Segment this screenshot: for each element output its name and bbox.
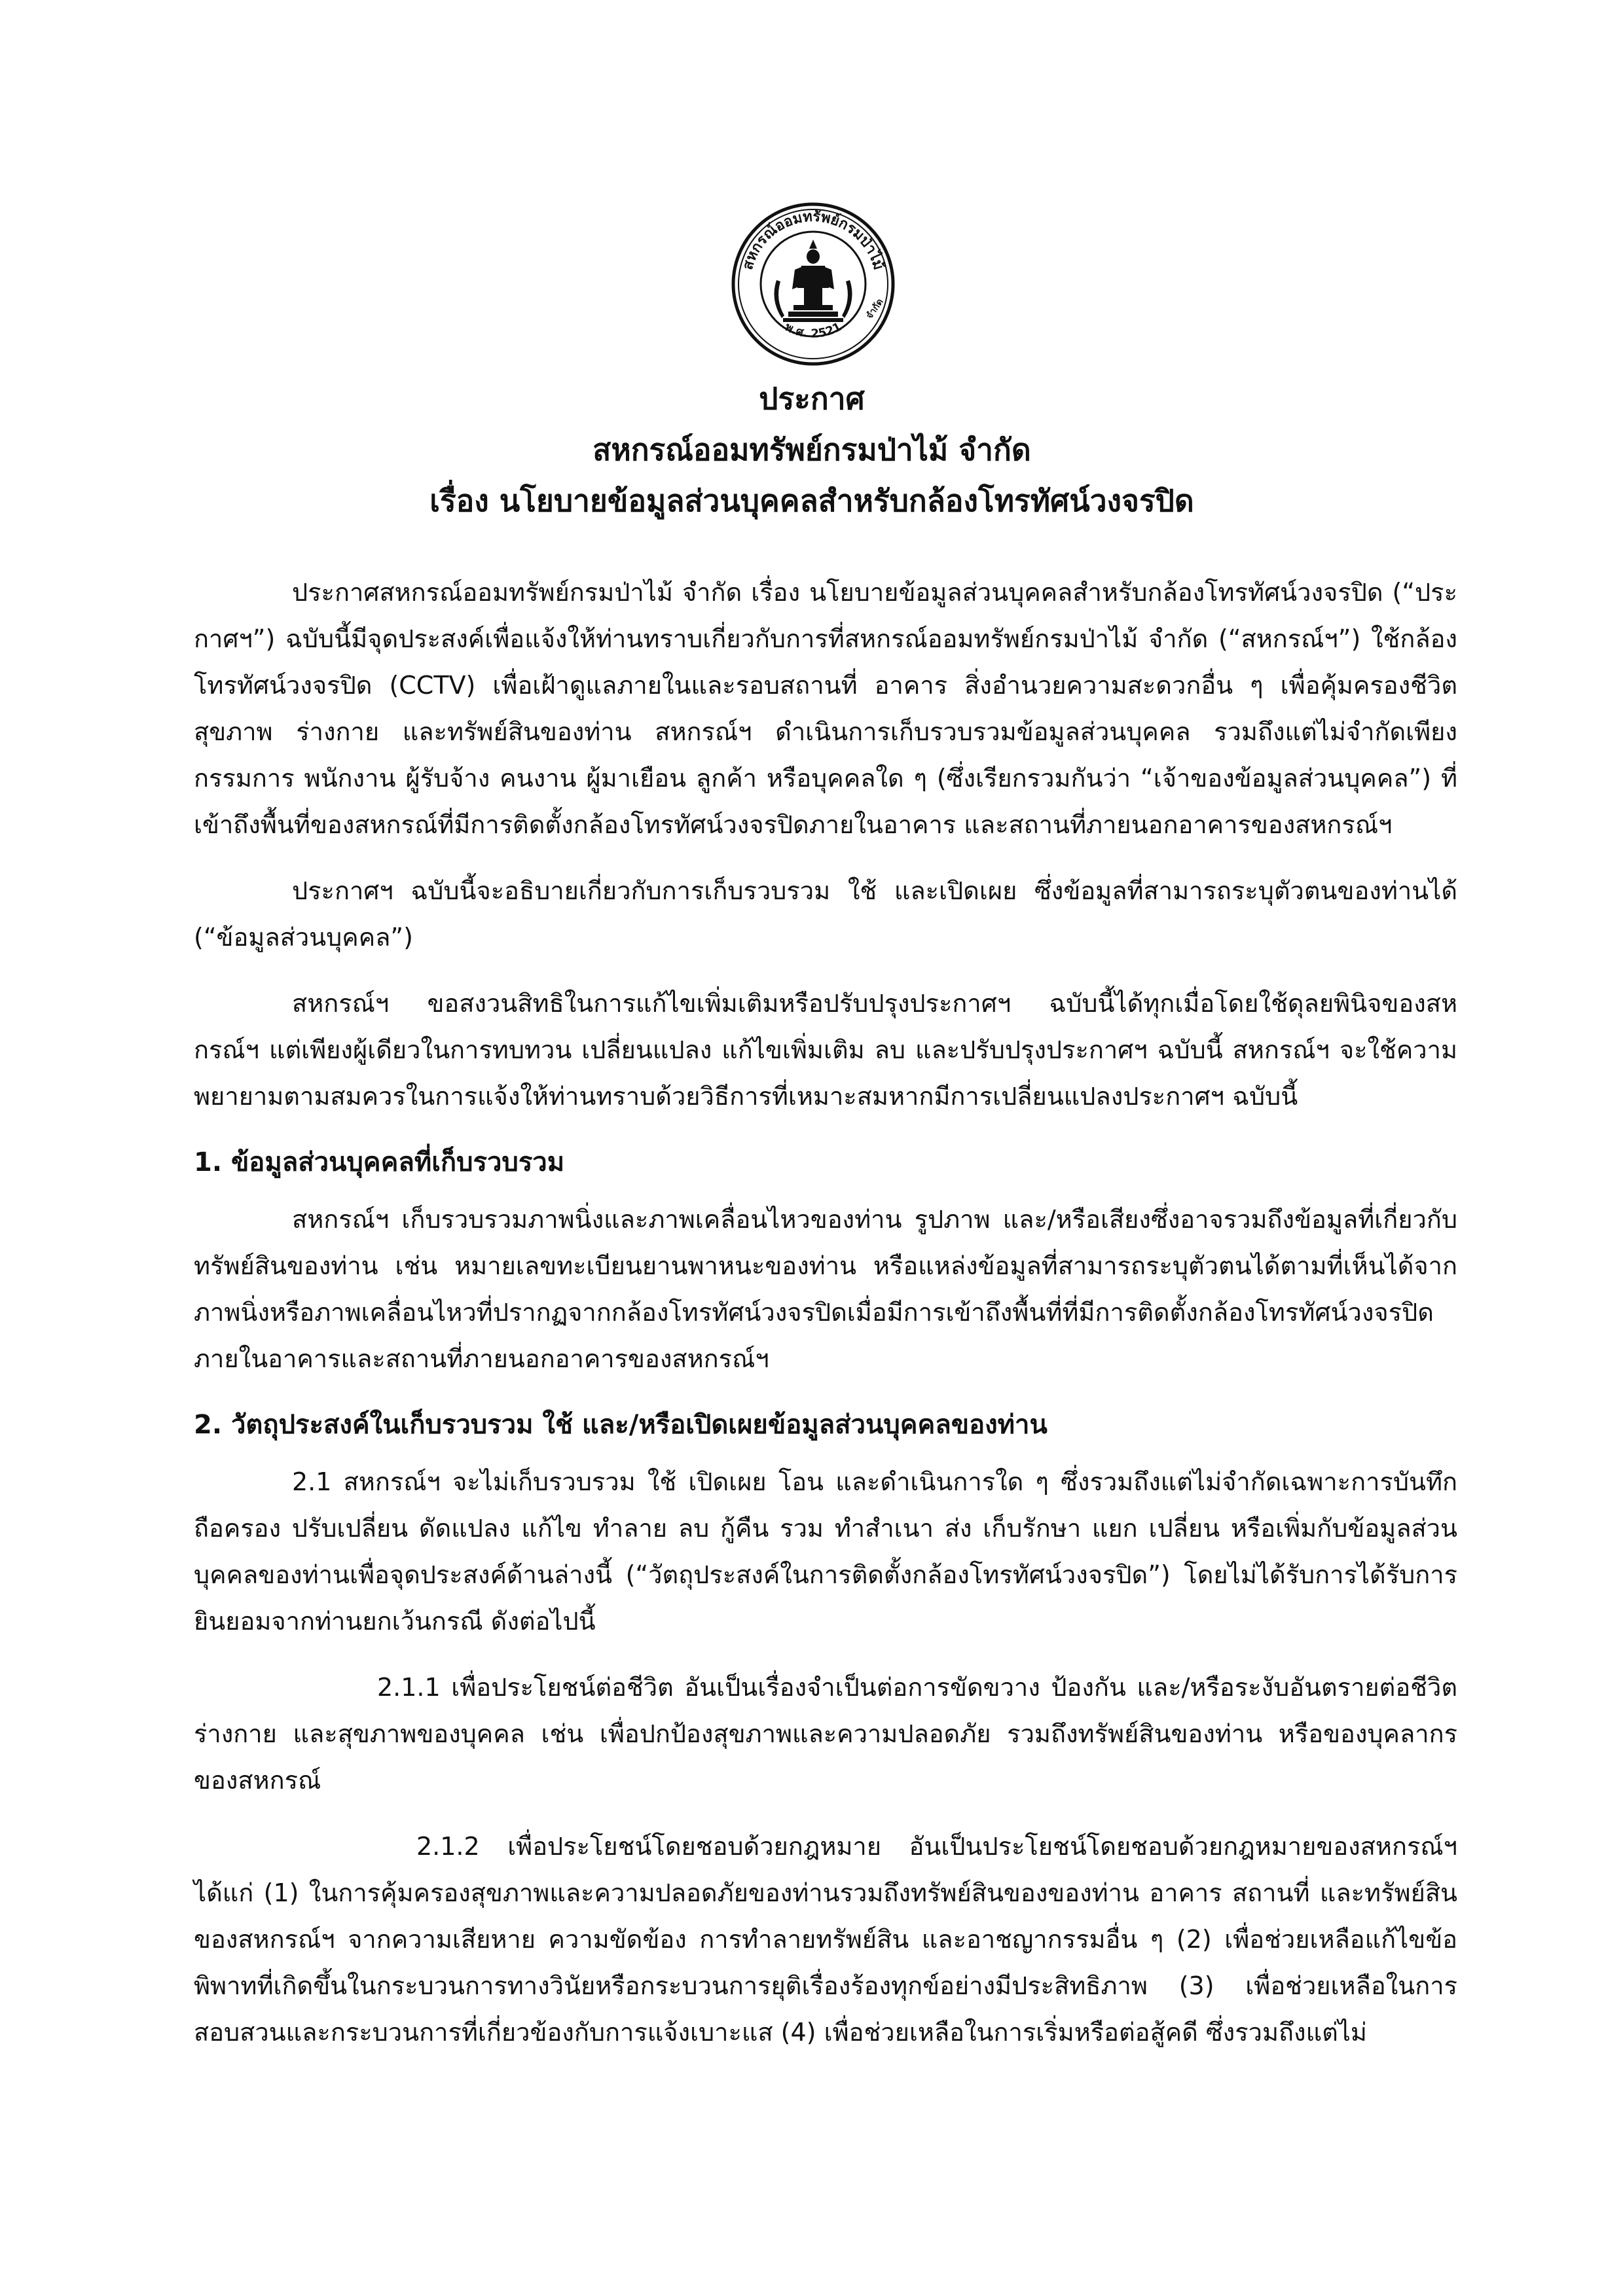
section-1-paragraph: สหกรณ์ฯ เก็บรวบรวมภาพนิ่งและภาพเคลื่อนไหวของท่าน รูปภาพ และ/หรือเสียงซึ่งอาจรวมถึงข้อมูลที่เกี่ยวกับทรัพย์สินของท่าน เช่น หมายเลขทะเบียนยานพาหนะของท่าน หรือแหล่งข้อมูลที่สามารถระบุตัวตนได้ตามที่เห็นได้จากภาพนิ่งหรือภาพเคลื่อนไหวที่ปรากฏจากกล้องโทรทัศน์วงจรปิดเมื่อมีการเข้าถึงพื้นที่ที่มีการติดตั้งกล้องโทรทัศน์วงจรปิดภายในอาคารและสถานที่ภายนอกอาคารของสหกรณ์ฯ <box>194 1205 1457 1373</box>
section-1-heading: 1. ข้อมูลส่วนบุคคลที่เก็บรวบรวม <box>194 1147 565 1177</box>
seal-top-text: สหกรณ์ออมทรัพย์กรมป่าไม้ <box>739 208 887 272</box>
title-line-organization: สหกรณ์ออมทรัพย์กรมป่าไม้ จำกัด <box>593 432 1031 467</box>
announcement-title <box>118 373 1506 526</box>
intro-paragraph-2: ประกาศฯ ฉบับนี้จะอธิบายเกี่ยวกับการเก็บรวบรวม ใช้ และเปิดเผย ซึ่งข้อมูลที่สามารถระบุตัวตนของท่านได้ (“ข้อมูลส่วนบุคคล”) <box>194 876 1457 952</box>
section-2-1-1-paragraph: 2.1.1 เพื่อประโยชน์ต่อชีวิต อันเป็นเรื่องจำเป็นต่อการขัดขวาง ป้องกัน และ/หรือระงับอันตรายต่อชีวิต ร่างกาย และสุขภาพของบุคคล เช่น เพื่อปกป้องสุขภาพและความปลอดภัย รวมถึงทรัพย์สินของท่าน หรือของบุคลากรของสหกรณ์ <box>194 1673 1457 1795</box>
title-line-subject: เรื่อง นโยบายข้อมูลส่วนบุคคลสำหรับกล้องโทรทัศน์วงจรปิด <box>429 483 1194 518</box>
section-2-1-paragraph: 2.1 สหกรณ์ฯ จะไม่เก็บรวบรวม ใช้ เปิดเผย โอน และดำเนินการใด ๆ ซึ่งรวมถึงแต่ไม่จำกัดเฉพาะการบันทึก ถือครอง ปรับเปลี่ยน ดัดแปลง แก้ไข ทำลาย ลบ กู้คืน รวม ทำสำเนา ส่ง เก็บรักษา แยก เปลี่ยน หรือเพิ่มกับข้อมูลส่วนบุคคลของท่านเพื่อจุดประสงค์ด้านล่างนี้ (“วัตถุประสงค์ในการติดตั้งกล้องโทรทัศน์วงจรปิด”) โดยไม่ได้รับการได้รับการยินยอมจากท่านยกเว้นกรณี ดังต่อไปนี้ <box>194 1467 1457 1636</box>
section-2-1-2-paragraph: 2.1.2 เพื่อประโยชน์โดยชอบด้วยกฎหมาย อันเป็นประโยชน์โดยชอบด้วยกฎหมายของสหกรณ์ฯ ได้แก่ (1) ในการคุ้มครองสุขภาพและความปลอดภัยของท่านรวมถึงทรัพย์สินของของท่าน อาคาร สถานที่ และทรัพย์สินของสหกรณ์ฯ จากความเสียหาย ความขัดข้อง การทำลายทรัพย์สิน และอาชญากรรมอื่น ๆ (2) เพื่อช่วยเหลือแก้ไขข้อพิพาทที่เกิดขึ้นในกระบวนการทางวินัยหรือกระบวนการยุติเรื่องร้องทุกข์อย่างมีประสิทธิภาพ (3) เพื่อช่วยเหลือในการสอบสวนและกระบวนการที่เกี่ยวข้องกับการแจ้งเบาะแส (4) เพื่อช่วยเหลือในการเริ่มหรือต่อสู้คดี ซึ่งรวมถึงแต่ไม่ <box>194 1832 1457 2047</box>
seal-bottom-text: พ.ศ. 2521 <box>782 319 844 341</box>
document-body <box>194 569 1457 2056</box>
title-line-announcement: ประกาศ <box>759 381 865 416</box>
cooperative-seal-icon <box>731 202 896 367</box>
intro-paragraph-1: ประกาศสหกรณ์ออมทรัพย์กรมป่าไม้ จำกัด เรื่อง นโยบายข้อมูลส่วนบุคคลสำหรับกล้องโทรทัศน์วงจรปิด (“ประกาศฯ”) ฉบับนี้มีจุดประสงค์เพื่อแจ้งให้ท่านทราบเกี่ยวกับการที่สหกรณ์ออมทรัพย์กรมป่าไม้ จำกัด (“สหกรณ์ฯ”) ใช้กล้องโทรทัศน์วงจรปิด (CCTV) เพื่อเฝ้าดูแลภายในและรอบสถานที่ อาคาร สิ่งอำนวยความสะดวกอื่น ๆ เพื่อคุ้มครองชีวิต สุขภาพ ร่างกาย และทรัพย์สินของท่าน สหกรณ์ฯ ดำเนินการเก็บรวบรวมข้อมูลส่วนบุคคล รวมถึงแต่ไม่จำกัดเพียงกรรมการ พนักงาน ผู้รับจ้าง คนงาน ผู้มาเยือน ลูกค้า หรือบุคคลใด ๆ (ซึ่งเรียกรวมกันว่า “เจ้าของข้อมูลส่วนบุคคล”) ที่เข้าถึงพื้นที่ของสหกรณ์ที่มีการติดตั้งกล้องโทรทัศน์วงจรปิดภายในอาคาร และสถานที่ภายนอกอาคารของสหกรณ์ฯ <box>194 578 1457 839</box>
seal-side-text: จำกัด <box>864 296 886 321</box>
intro-paragraph-3: สหกรณ์ฯ ขอสงวนสิทธิในการแก้ไขเพิ่มเติมหรือปรับปรุงประกาศฯ ฉบับนี้ได้ทุกเมื่อโดยใช้ดุลยพินิจของสหกรณ์ฯ แต่เพียงผู้เดียวในการทบทวน เปลี่ยนแปลง แก้ไขเพิ่มเติม ลบ และปรับปรุงประกาศฯ ฉบับนี้ สหกรณ์ฯ จะใช้ความพยายามตามสมควรในการแจ้งให้ท่านทราบด้วยวิธีการที่เหมาะสมหากมีการเปลี่ยนแปลงประกาศฯ ฉบับนี้ <box>194 989 1457 1111</box>
section-2-heading: 2. วัตถุประสงค์ในเก็บรวบรวม ใช้ และ/หรือเปิดเผยข้อมูลส่วนบุคคลของท่าน <box>194 1410 1048 1440</box>
